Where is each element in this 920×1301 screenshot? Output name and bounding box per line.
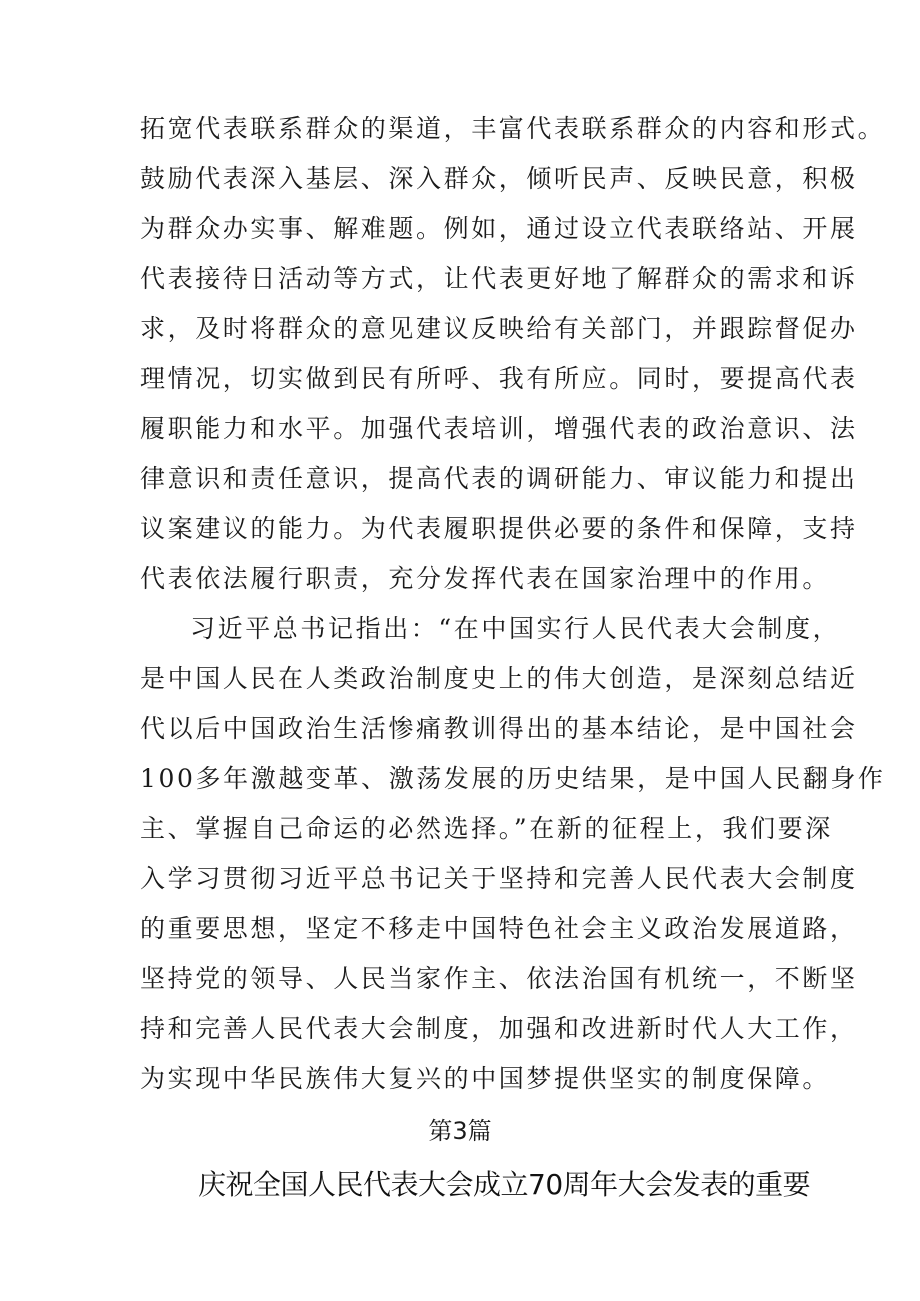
paragraph-1-line-3: 为群众办实事、解难题。例如，通过设立代表联络站、开展 <box>140 214 858 243</box>
paragraph-1-line-4: 代表接待日活动等方式，让代表更好地了解群众的需求和诉 <box>140 264 858 293</box>
paragraph-1-line-7: 履职能力和水平。加强代表培训，增强代表的政治意识、法 <box>140 414 858 443</box>
paragraph-1-line-6: 理情况，切实做到民有所呼、我有所应。同时，要提高代表 <box>140 364 858 393</box>
paragraph-1-line-10: 代表依法履行职责，充分发挥代表在国家治理中的作用。 <box>140 564 831 593</box>
paragraph-1-line-5: 求，及时将群众的意见建议反映给有关部门，并跟踪督促办 <box>140 314 858 343</box>
paragraph-2-line-6: 入学习贯彻习近平总书记关于坚持和完善人民代表大会制度 <box>140 864 858 893</box>
paragraph-1-line-2: 鼓励代表深入基层、深入群众，倾听民声、反映民意，积极 <box>140 164 858 193</box>
paragraph-2-line-3: 代以后中国政治生活惨痛教训得出的基本结论，是中国社会 <box>140 714 858 743</box>
paragraph-1-line-8: 律意识和责任意识，提高代表的调研能力、审议能力和提出 <box>140 464 858 493</box>
paragraph-2-line-10: 为实现中华民族伟大复兴的中国梦提供坚实的制度保障。 <box>140 1064 831 1093</box>
paragraph-2-line-8: 坚持党的领导、人民当家作主、依法治国有机统一，不断坚 <box>140 964 858 993</box>
paragraph-1-line-1: 拓宽代表联系群众的渠道，丰富代表联系群众的内容和形式。 <box>140 114 886 143</box>
paragraph-2-line-7: 的重要思想，坚定不移走中国特色社会主义政治发展道路， <box>140 914 858 943</box>
section-label: 第3篇 <box>428 1117 492 1145</box>
paragraph-2-line-1: 习近平总书记指出：“在中国实行人民代表大会制度， <box>190 614 841 643</box>
paragraph-2-line-4: 100多年激越变革、激荡发展的历史结果，是中国人民翻身作 <box>140 764 886 793</box>
paragraph-2-line-9: 持和完善人民代表大会制度，加强和改进新时代人大工作， <box>140 1014 858 1043</box>
paragraph-1-line-9: 议案建议的能力。为代表履职提供必要的条件和保障，支持 <box>140 514 858 543</box>
paragraph-2-line-2: 是中国人民在人类政治制度史上的伟大创造，是深刻总结近 <box>140 664 858 693</box>
paragraph-2-line-5: 主、掌握自己命运的必然选择。”在新的征程上，我们要深 <box>140 814 833 843</box>
section-title: 庆祝全国人民代表大会成立70周年大会发表的重要 <box>198 1168 811 1201</box>
